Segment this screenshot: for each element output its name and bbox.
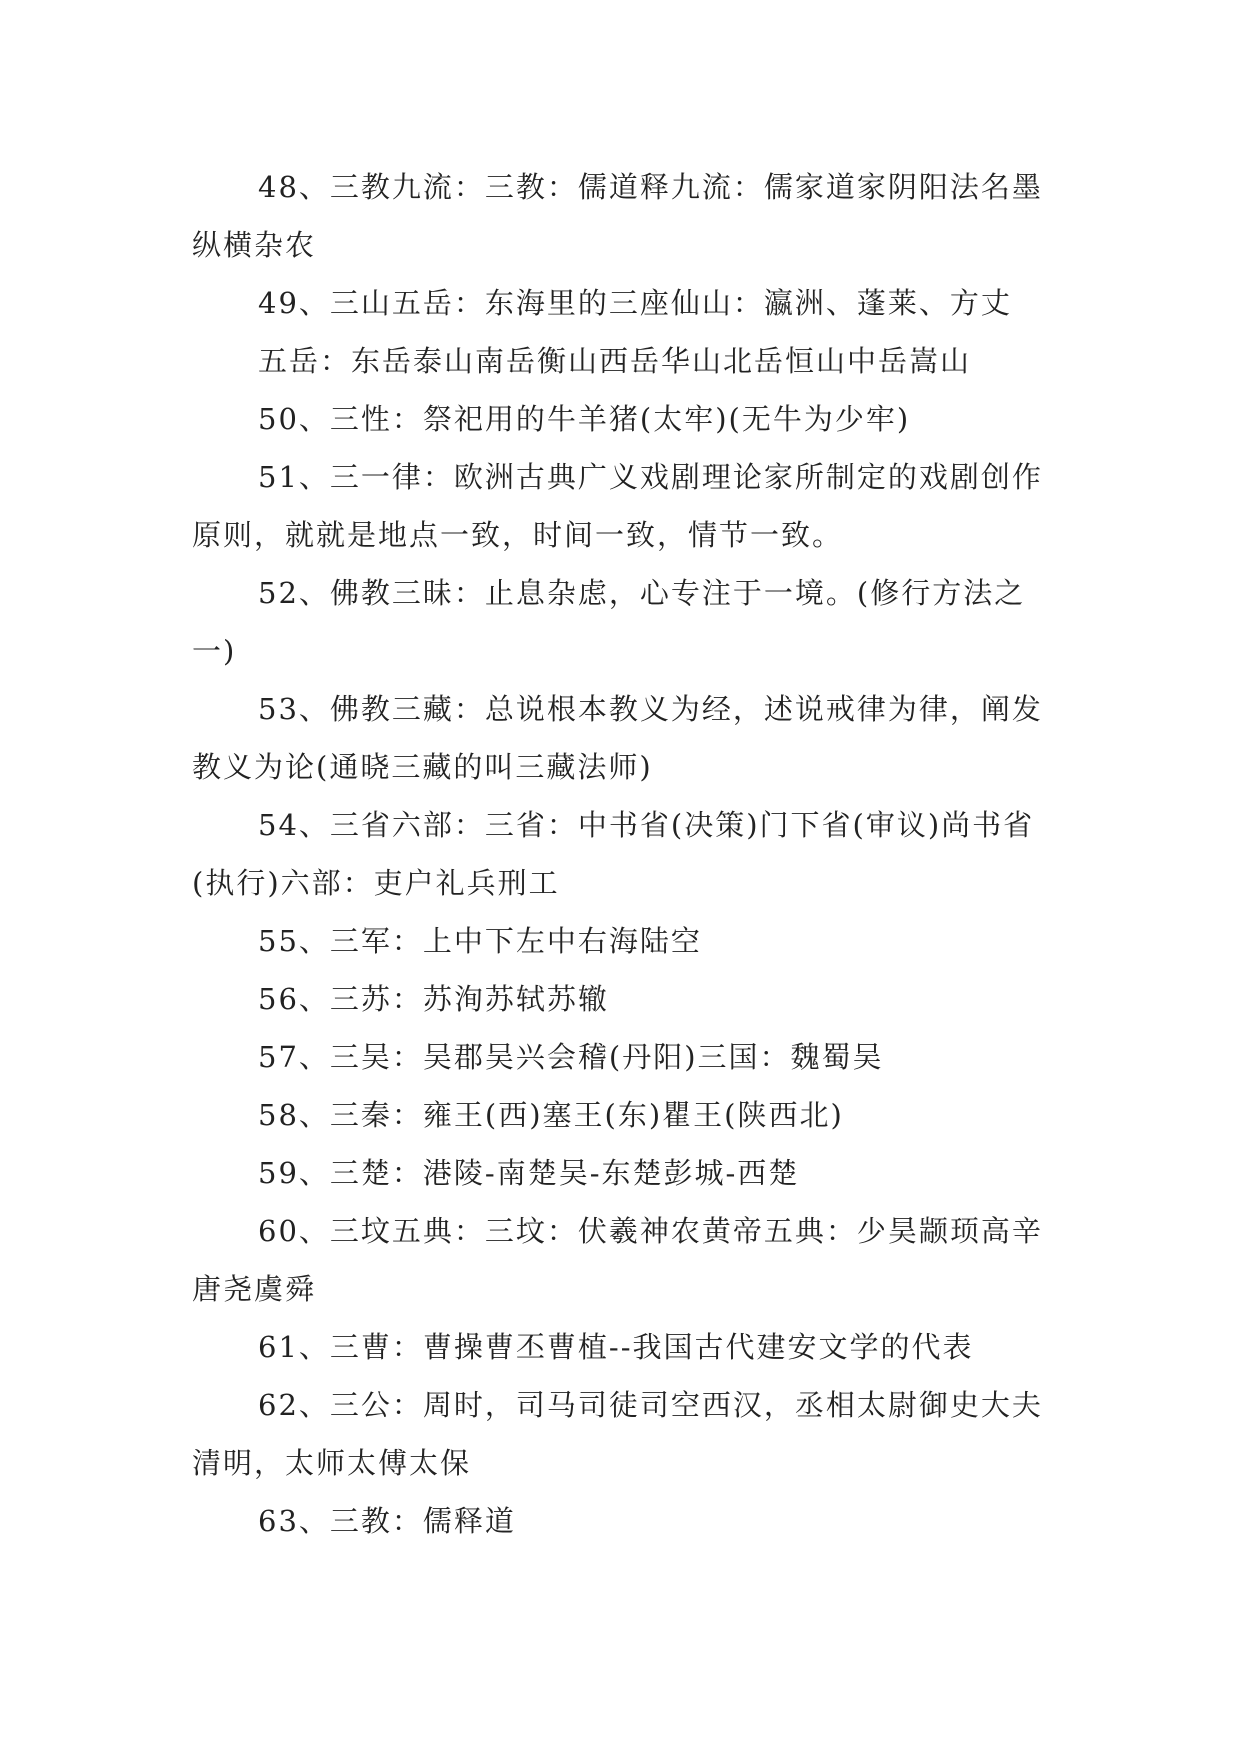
paragraph-57: 57、三吴：吴郡吴兴会稽(丹阳)三国：魏蜀吴	[258, 1040, 884, 1074]
body-text	[192, 158, 1054, 1550]
paragraph-53: 53、佛教三藏：总说根本教义为经，述说戒律为律，阐发教义为论(通晓三藏的叫三藏法师)	[192, 692, 1043, 784]
paragraph-52: 52、佛教三昧：止息杂虑，心专注于一境。(修行方法之一)	[192, 576, 1026, 668]
paragraph-58: 58、三秦：雍王(西)塞王(东)瞿王(陕西北)	[258, 1098, 844, 1132]
paragraph-62: 62、三公：周时，司马司徒司空西汉，丞相太尉御史大夫清明，太师太傅太保	[192, 1388, 1043, 1480]
paragraph-56: 56、三苏：苏洵苏轼苏辙	[258, 982, 609, 1016]
paragraph-49-continued: 五岳：东岳泰山南岳衡山西岳华山北岳恒山中岳嵩山	[258, 344, 972, 378]
paragraph-60: 60、三坟五典：三坟：伏羲神农黄帝五典：少昊颛顼高辛唐尧虞舜	[192, 1214, 1043, 1306]
paragraph-61: 61、三曹：曹操曹丕曹植--我国古代建安文学的代表	[258, 1330, 974, 1364]
paragraph-54: 54、三省六部：三省：中书省(决策)门下省(审议)尚书省(执行)六部：吏户礼兵刑工	[192, 808, 1035, 900]
paragraph-51: 51、三一律：欧洲古典广义戏剧理论家所制定的戏剧创作原则，就就是地点一致，时间一致，情节一致。	[192, 460, 1043, 552]
paragraph-63: 63、三教：儒释道	[258, 1504, 516, 1538]
paragraph-49: 49、三山五岳：东海里的三座仙山：瀛洲、蓬莱、方丈	[258, 286, 1012, 320]
paragraph-59: 59、三楚：港陵-南楚吴-东楚彭城-西楚	[258, 1156, 800, 1190]
paragraph-55: 55、三军：上中下左中右海陆空	[258, 924, 702, 958]
paragraph-48: 48、三教九流：三教：儒道释九流：儒家道家阴阳法名墨纵横杂农	[192, 170, 1043, 262]
paragraph-50: 50、三性：祭祀用的牛羊猪(太牢)(无牛为少牢)	[258, 402, 911, 436]
